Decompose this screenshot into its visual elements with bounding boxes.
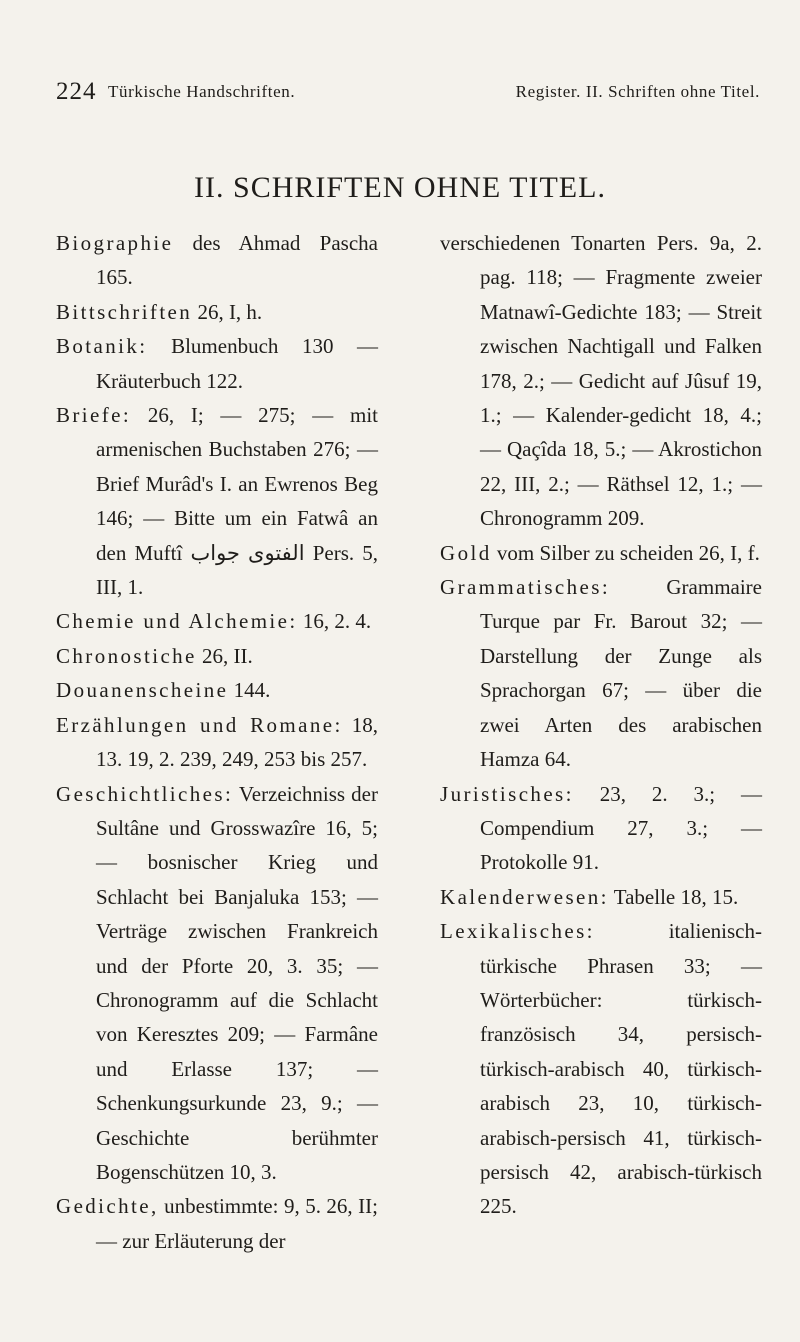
entry-lemma: Kalenderwesen: (440, 884, 609, 909)
entry-lemma: Biographie (56, 231, 174, 255)
section-title: II. SCHRIFTEN OHNE TITEL. (194, 171, 606, 204)
entry-lemma: Erzählungen und Romane: (56, 712, 343, 737)
entry-text: 23, 2. 3.; — Compendium 27, 3.; — Protokolle 91. (480, 781, 762, 875)
entry-text: vom Silber zu scheiden 26, I, f. (491, 540, 760, 565)
entry-text: des Ahmad Pascha 165. (96, 231, 378, 290)
index-column-left (56, 226, 378, 1258)
entry-text: Blumenbuch 130 — Kräuterbuch 122. (96, 334, 378, 393)
index-entry (56, 329, 378, 398)
index-entry (56, 226, 378, 295)
entry-text: Tabelle 18, 15. (608, 884, 739, 909)
page-number: 224 (56, 78, 97, 105)
index-entry (440, 570, 762, 776)
index-entry (440, 914, 762, 1224)
entry-lemma: Gedichte, (56, 1194, 159, 1219)
index-column-right (440, 226, 762, 1224)
entry-text: 16, 2. 4. (297, 609, 372, 634)
index-entry (440, 777, 762, 880)
index-entry (56, 604, 378, 638)
entry-lemma: Douanenscheine (56, 678, 229, 703)
entry-lemma: Bittschriften (56, 299, 193, 324)
index-entry (440, 536, 762, 570)
entry-lemma: Juristisches: (440, 781, 574, 806)
entry-text: unbestimmte: 9, 5. 26, II; — zur Erläuterung der (96, 1194, 378, 1253)
index-entry (56, 639, 378, 673)
index-entry (440, 880, 762, 914)
entry-text: 18, 13. 19, 2. 239, 249, 253 bis 257. (96, 712, 379, 772)
index-entry (56, 777, 378, 1190)
index-entry (56, 295, 378, 329)
running-header (56, 78, 760, 106)
entry-lemma: Briefe: (56, 403, 132, 428)
entry-lemma: Chronostiche (56, 643, 197, 668)
index-entry (56, 673, 378, 707)
entry-text: italienisch-türkische Phrasen 33; — Wörterbücher: türkisch-französisch 34, persisch-türkisch-arabisch 40, türkisch-arabisch 23, 10, türkisch-arabisch-persisch 41, türkisch-persisch 42, arabisch-türkisch 225. (480, 919, 762, 1219)
entry-text: verschiedenen Tonarten Pers. 9a, 2. pag. 118; — Fragmente zweier Matnawî-Gedichte 183; — Streit zwischen Nachtigall und Falken 178, 2.; — Gedicht auf Jûsuf 19, 1.; — Kalender-gedicht 18, 4.; — Qaçîda 18, 5.; — Akrostichon 22, III, 2.; — Räthsel 12, 1.; — Chronogramm 209. (440, 231, 762, 531)
running-title-right: Register. II. Schriften ohne Titel. (515, 82, 760, 101)
entry-lemma: Gold (440, 540, 492, 565)
entry-text: 26, I; — 275; — mit armenischen Buchstaben 276; — Brief Murâd's I. an Ewrenos Beg 146; — Bitte um ein Fatwâ an den Muftî الفتوى جواب Pers. 5, III, 1. (96, 403, 379, 600)
entry-lemma: Chemie und Alchemie: (56, 609, 298, 634)
index-entry (56, 1189, 378, 1258)
entry-lemma: Grammatisches: (440, 575, 611, 600)
running-title-left: Türkische Handschriften. (108, 82, 296, 101)
entry-lemma: Botanik: (56, 334, 148, 359)
index-entry (56, 398, 378, 604)
entry-lemma: Geschichtliches: (56, 781, 234, 806)
entry-text: Grammaire Turque par Fr. Barout 32; — Darstellung der Zunge als Sprachorgan 67; — über die zwei Arten des arabischen Hamza 64. (480, 575, 762, 772)
entry-text: 26, II. (196, 643, 253, 668)
entry-text: Verzeichniss der Sultâne und Grosswazîre 16, 5; — bosnischer Krieg und Schlacht bei Banjaluka 153; — Verträge zwischen Frankreich und der Pforte 20, 3. 35; — Chronogramm auf die Schlacht von Keresztes 209; — Farmâne und Erlasse 137; — Schenkungsurkunde 23, 9.; — Geschichte berühmter Bogenschützen 10, 3. (96, 781, 378, 1184)
entry-text: 144. (228, 678, 271, 703)
entry-text: 26, I, h. (192, 299, 263, 324)
entry-lemma: Lexikalisches: (440, 919, 595, 944)
index-entry (440, 226, 762, 536)
index-entry (56, 708, 378, 777)
